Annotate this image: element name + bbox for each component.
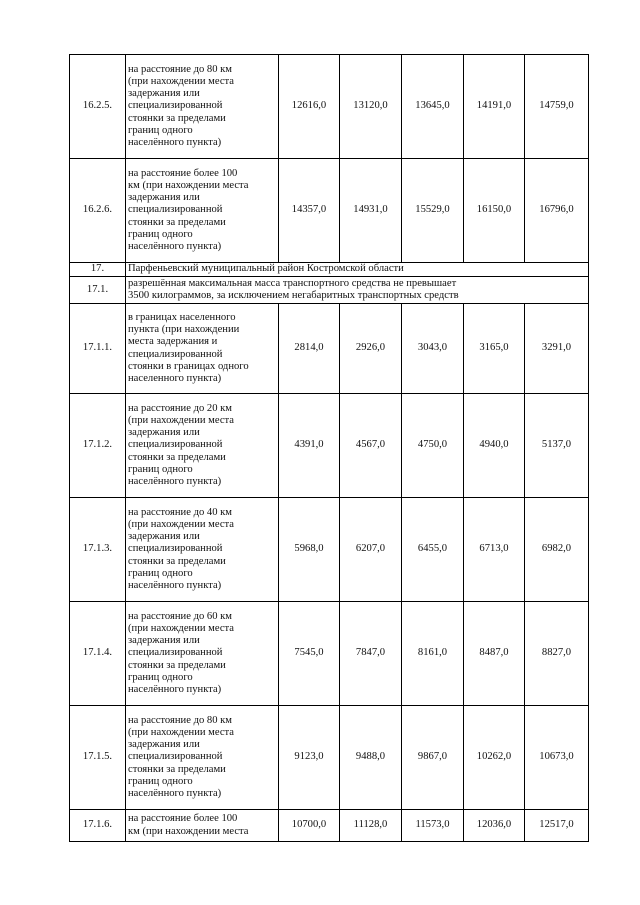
row-value-3: 4750,0 (402, 394, 464, 498)
table-row (70, 602, 589, 706)
row-value-4: 6713,0 (464, 498, 525, 602)
table-row (70, 498, 589, 602)
table-row (70, 55, 589, 159)
row-code: 16.2.6. (70, 159, 126, 263)
row-value-1: 2814,0 (279, 304, 340, 394)
document-page (69, 54, 589, 842)
subsection-row (70, 277, 589, 304)
row-code: 17.1.6. (70, 810, 126, 842)
row-value-5: 10673,0 (525, 706, 589, 810)
row-value-2: 9488,0 (340, 706, 402, 810)
row-description: на расстояние до 20 км (при нахождении места задержания или специализированной стоянки за пределами границ одного населённого пункта) (126, 394, 279, 498)
row-value-5: 8827,0 (525, 602, 589, 706)
row-value-2: 13120,0 (340, 55, 402, 159)
table-row (70, 304, 589, 394)
row-value-3: 13645,0 (402, 55, 464, 159)
row-value-1: 12616,0 (279, 55, 340, 159)
row-value-1: 10700,0 (279, 810, 340, 842)
row-value-5: 12517,0 (525, 810, 589, 842)
row-value-3: 6455,0 (402, 498, 464, 602)
row-value-2: 2926,0 (340, 304, 402, 394)
row-description: на расстояние более 100 км (при нахождении места задержания или специализированной стоянки за пределами границ одного населённого пункта) (126, 159, 279, 263)
row-value-1: 9123,0 (279, 706, 340, 810)
section-title: Парфеньевский муниципальный район Костромской области (126, 263, 589, 277)
row-value-4: 16150,0 (464, 159, 525, 263)
row-code: 17.1.4. (70, 602, 126, 706)
table-row (70, 810, 589, 842)
row-description: в границах населенного пункта (при нахождении места задержания и специализированной стоянки в границах одного населенного пункта) (126, 304, 279, 394)
row-value-1: 7545,0 (279, 602, 340, 706)
row-value-2: 11128,0 (340, 810, 402, 842)
row-value-1: 14357,0 (279, 159, 340, 263)
row-value-3: 11573,0 (402, 810, 464, 842)
row-value-5: 6982,0 (525, 498, 589, 602)
row-description: на расстояние до 80 км (при нахождении места задержания или специализированной стоянки за пределами границ одного населённого пункта) (126, 55, 279, 159)
section-code: 17. (70, 263, 126, 277)
row-value-4: 4940,0 (464, 394, 525, 498)
row-value-1: 4391,0 (279, 394, 340, 498)
row-value-1: 5968,0 (279, 498, 340, 602)
row-value-3: 8161,0 (402, 602, 464, 706)
subsection-title: разрешённая максимальная масса транспортного средства не превышает 3500 килограммов, за исключением негабаритных транспортных средств (126, 277, 589, 304)
row-value-5: 3291,0 (525, 304, 589, 394)
table-row (70, 706, 589, 810)
row-value-5: 5137,0 (525, 394, 589, 498)
row-value-5: 16796,0 (525, 159, 589, 263)
row-value-5: 14759,0 (525, 55, 589, 159)
row-code: 16.2.5. (70, 55, 126, 159)
row-value-3: 9867,0 (402, 706, 464, 810)
section-row (70, 263, 589, 277)
row-value-4: 14191,0 (464, 55, 525, 159)
table-row (70, 394, 589, 498)
row-value-4: 8487,0 (464, 602, 525, 706)
row-code: 17.1.2. (70, 394, 126, 498)
row-value-4: 10262,0 (464, 706, 525, 810)
row-value-3: 15529,0 (402, 159, 464, 263)
row-value-2: 6207,0 (340, 498, 402, 602)
row-value-2: 14931,0 (340, 159, 402, 263)
row-description: на расстояние более 100 км (при нахождении места (126, 810, 279, 842)
row-value-4: 12036,0 (464, 810, 525, 842)
row-code: 17.1.1. (70, 304, 126, 394)
subsection-code: 17.1. (70, 277, 126, 304)
row-value-2: 4567,0 (340, 394, 402, 498)
row-value-2: 7847,0 (340, 602, 402, 706)
row-description: на расстояние до 40 км (при нахождении места задержания или специализированной стоянки за пределами границ одного населённого пункта) (126, 498, 279, 602)
row-description: на расстояние до 80 км (при нахождении места задержания или специализированной стоянки за пределами границ одного населённого пункта) (126, 706, 279, 810)
row-value-4: 3165,0 (464, 304, 525, 394)
table-row (70, 159, 589, 263)
row-description: на расстояние до 60 км (при нахождении места задержания или специализированной стоянки за пределами границ одного населённого пункта) (126, 602, 279, 706)
row-code: 17.1.3. (70, 498, 126, 602)
row-code: 17.1.5. (70, 706, 126, 810)
row-value-3: 3043,0 (402, 304, 464, 394)
tariff-table (69, 54, 589, 842)
